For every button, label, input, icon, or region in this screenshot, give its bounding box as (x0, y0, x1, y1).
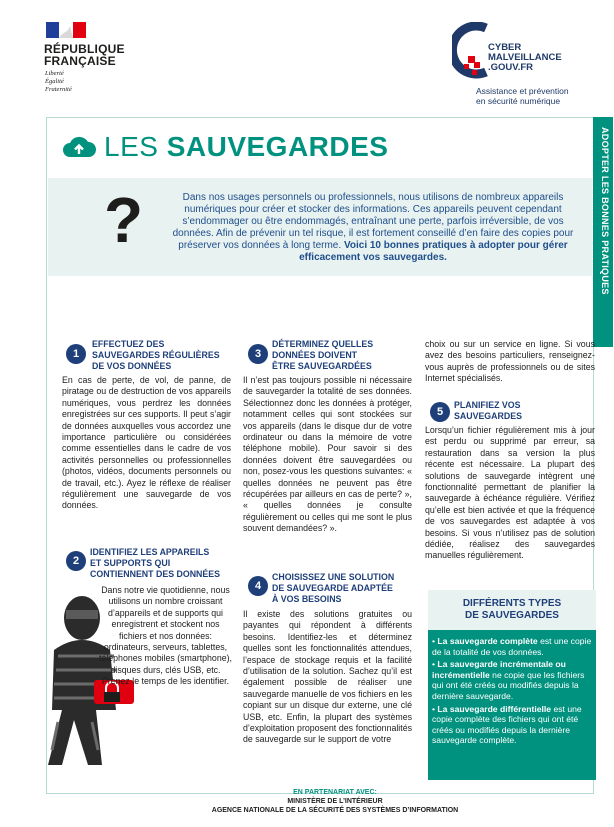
section-number: 5 (430, 402, 450, 422)
intro-text: Dans nos usages personnels ou professionnels, nous utilisons de nombreux appareils numériques pour créer et stocker des informations. Ces appareils peuvent cependant s’endommager ou être endommagés, entraînant une perte, parfois irréversible, de vos données. Afin de prévenir un tel risque, il est fortement conseillé d’en faire des copies pour préserver vos données à long terme. Voici 10 bonnes pratiques à adopter pour gérer efficacement vos sauvegardes. (172, 192, 574, 263)
types-list (432, 636, 592, 746)
section-title: CHOISISSEZ UNE SOLUTION DE SAUVEGARDE ADAPTÉE À VOS BESOINS (272, 572, 395, 604)
section-number: 4 (248, 576, 268, 596)
list-item: • La sauvegarde différentielle est une copie complète des fichiers qui ont été créés ou modifiés depuis la dernière sauvegarde complète. (432, 703, 582, 746)
section-continuation: choix ou sur un service en ligne. Si vous avez des besoins particuliers, renseignez-vous auprès de professionnels ou de sites Internet spécialisés. (425, 339, 595, 384)
section-number: 3 (248, 344, 268, 364)
question-mark-icon: ? (104, 184, 144, 256)
page-title: LES SAUVEGARDES (104, 131, 389, 162)
cloud-upload-icon (62, 133, 96, 163)
cybermalveillance-wordmark: CYBER MALVEILLANCE .GOUV.FR (488, 42, 562, 73)
section-number: 1 (66, 344, 86, 364)
section-title: PLANIFIEZ VOS SAUVEGARDES (454, 400, 522, 421)
section-title: DÉTERMINEZ QUELLES DONNÉES DOIVENT ÊTRE SAUVEGARDÉES (272, 339, 374, 371)
list-item: • La sauvegarde complète est une copie de la totalité de vos données. (432, 636, 592, 657)
republique-francaise-name: RÉPUBLIQUE FRANÇAISE (44, 42, 125, 68)
section-title: EFFECTUEZ DES SAUVEGARDES RÉGULIÈRES DE VOS DONNÉES (92, 339, 220, 371)
footer: EN PARTENARIAT AVEC: MINISTÈRE DE L’INTÉRIEUR AGENCE NATIONALE DE LA SÉCURITÉ DES SYSTÈMES D’INFORMATION (211, 789, 459, 814)
section-title: IDENTIFIEZ LES APPAREILS ET SUPPORTS QUI CONTIENNENT DES DONNÉES (90, 547, 221, 579)
list-item: • La sauvegarde incrémentale ou incrémentielle ne copie que les fichiers qui ont été créés ou modifiés depuis la dernière sauvegarde. (432, 659, 585, 701)
french-flag-icon (46, 22, 86, 38)
motto: Liberté Égalité Fraternité (45, 70, 72, 93)
section-body: Lorsqu’un fichier régulièrement mis à jour est perdu ou supprimé par erreur, sa restauration dans sa version la plus récente est nécessaire. La plupart des solutions de sauvegarde intègrent une fonctionnalité permettant de planifier la sauvegarde à échéance régulière. Vérifiez qu’elle est bien activée et que la fréquence de vos sauvegardes est adaptée à vos besoins. Si vous n’utilisez pas de solution dédiée, réalisez des sauvegardes manuelles régulièrement. (425, 425, 595, 561)
section-body: Dans notre vie quotidienne, nous utilisons un nombre croissant d’appareils et de supports qui enregistrent et stockent nos fichiers et nos données: ordinateurs, serveurs, tablettes, téléphones mobiles (smartphone), disques durs, clés USB, etc. Prenez le temps de les identifier. (98, 585, 232, 687)
section-body: Il n’est pas toujours possible ni nécessaire de sauvegarder la totalité de ses données. Sélectionnez donc les données à protéger, notamment celles qui sont stockées sur vos appareils (dans le disque dur de votre ordinateur ou dans la mémoire de votre téléphone mobile). Pour savoir si des données doivent être sauvegardées ou non, posez-vous les questions suivantes: « quelles données ne peuvent pas être récupérées par ailleurs en cas de perte? », « quelles données je consulte régulièrement ou celles qui me sont le plus souvent demandées? ». (243, 375, 412, 534)
types-box-title: DIFFÉRENTS TYPES DE SAUVEGARDES (462, 598, 562, 621)
section-number: 2 (66, 551, 86, 571)
cybermalveillance-tagline: Assistance et prévention en sécurité numérique (476, 86, 569, 106)
section-body: Il existe des solutions gratuites ou payantes qui répondent à différents besoins. Identifiez-les et déterminez quelles sont les fonctionnalités attendues, l’espace de stockage requis et la facilité d’utilisation de la solution. Sachez qu’il est également possible de réaliser une sauvegarde manuelle de vos fichiers en les copiant sur un disque dur externe, une clé USB, etc. Enfin, la plupart des systèmes d’exploitation proposent des fonctionnalités de sauvegarde sur le support de votre (243, 609, 412, 745)
cybermalveillance-logo-icon (452, 22, 492, 80)
side-tab: ADOPTER LES BONNES PRATIQUES (593, 117, 613, 347)
section-body: En cas de perte, de vol, de panne, de piratage ou de destruction de vos appareils numériques, vous perdrez les données enregistrées sur ces supports. Il peut s’agir de données auxquelles vous accordez une importance particulière ou considérées comme essentielles dans le cadre de vos activités personnelles ou professionnelles (photos, vidéos, documents personnels ou de travail, etc.). Ayez le réflexe de réaliser régulièrement une sauvegarde de vos données. (62, 375, 231, 511)
